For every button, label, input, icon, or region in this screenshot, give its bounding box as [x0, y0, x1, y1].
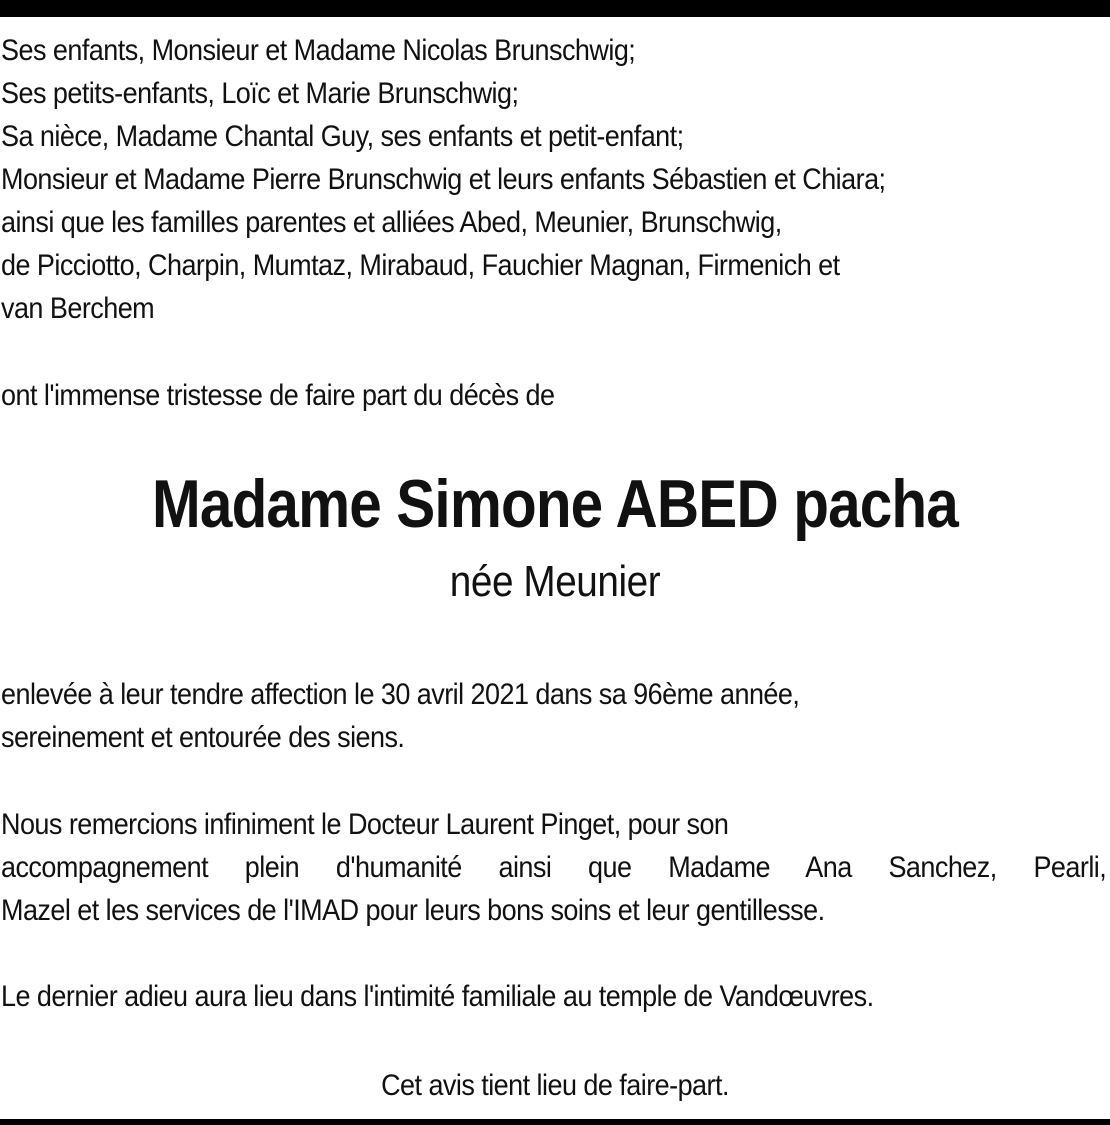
farewell-text: Le dernier adieu aura lieu dans l'intimité familiale au temple de Vandœuvres.: [1, 980, 874, 1013]
family-line-1: Ses enfants, Monsieur et Madame Nicolas Brunschwig;: [1, 34, 636, 67]
closing-text: Cet avis tient lieu de faire-part.: [381, 1069, 729, 1102]
thanks-line-1: Nous remercions infiniment le Docteur Laurent Pinget, pour son: [1, 808, 729, 841]
bottom-border-rule: [0, 1119, 1110, 1125]
top-border-rule: [0, 0, 1110, 17]
deceased-name: Madame Simone ABED pacha: [152, 466, 958, 542]
announcement-text: ont l'immense tristesse de faire part du décès de: [1, 379, 555, 412]
thanks-line-2: accompagnement plein d'humanité ainsi que Madame Ana Sanchez, Pearli,: [1, 851, 1107, 884]
passing-line-1: enlevée à leur tendre affection le 30 avril 2021 dans sa 96ème année,: [1, 678, 800, 711]
passing-line-2: sereinement et entourée des siens.: [1, 721, 405, 754]
family-line-7: van Berchem: [1, 292, 155, 325]
family-line-5: ainsi que les familles parentes et alliées Abed, Meunier, Brunschwig,: [1, 206, 782, 239]
family-line-4: Monsieur et Madame Pierre Brunschwig et leurs enfants Sébastien et Chiara;: [1, 163, 886, 196]
family-line-3: Sa nièce, Madame Chantal Guy, ses enfants et petit-enfant;: [1, 120, 684, 153]
deceased-maiden-name: née Meunier: [449, 557, 661, 606]
family-line-6: de Picciotto, Charpin, Mumtaz, Mirabaud, Fauchier Magnan, Firmenich et: [1, 249, 840, 282]
thanks-line-3: Mazel et les services de l'IMAD pour leurs bons soins et leur gentillesse.: [1, 894, 825, 927]
family-line-2: Ses petits-enfants, Loïc et Marie Brunschwig;: [1, 77, 519, 110]
